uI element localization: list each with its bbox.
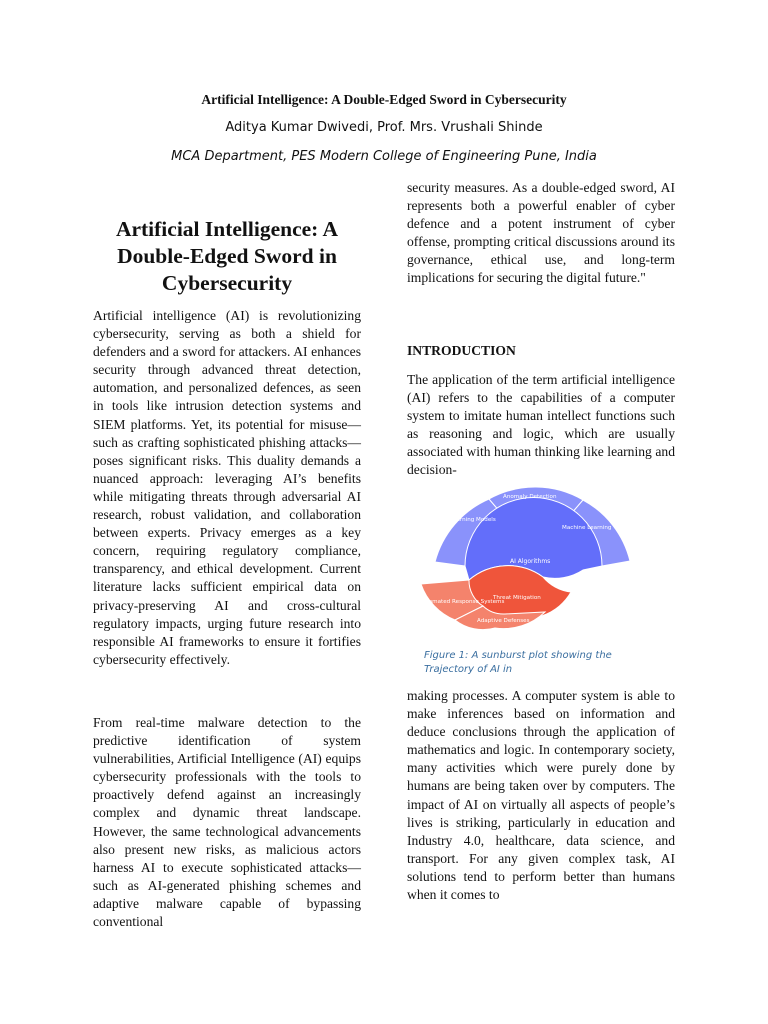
paper-title: Artificial Intelligence: A Double-Edged Sword in Cybersecurity <box>201 92 567 107</box>
label-automated-response: utomated Response Systems <box>423 599 505 605</box>
introduction-heading: INTRODUCTION <box>407 343 516 358</box>
label-ai-algorithms: AI Algorithms <box>510 558 551 565</box>
body-paragraph-2: From real-time malware detection to the predictive identification of system vulnerabilities, Artificial Intelligence (AI) equips cybersecurity professionals with the tools to proactively defend against an increasingly complex and dynamic threat landscape. However, the same technological advancements also present new risks, as malicious actors harness AI to execute sophisticated attacks—such as AI-generated phishing schemes and adaptive malware capable of bypassing conventional <box>93 715 361 930</box>
author-list: Aditya Kumar Dwivedi, Prof. Mrs. Vrushali Shinde <box>225 120 543 135</box>
label-machine-learning: Machine Learning <box>562 525 612 531</box>
label-anomaly-detection: Anomaly Detection <box>503 494 557 500</box>
intro-paragraph-2: making processes. A computer system is able to make inferences based on information and deduce conclusions through the application of mathematics and logic. In contemporary society, many activities which were purely done by humans are being taken over by computers. The impact of AI on virtually all aspects of people’s lives is striking, particularly in education and Industry 4.0, healthcare, data science, and transport. For any given complex task, AI solutions tend to perform better than humans when it comes to <box>407 688 675 903</box>
label-learning-models: Learning Models <box>450 517 496 523</box>
affiliation: MCA Department, PES Modern College of Engineering Pune, India <box>171 149 597 164</box>
continuation-paragraph: security measures. As a double-edged sword, AI represents both a powerful enabler of cyber defence and a potent instrument of cyber offense, prompting critical discussions around its governance, ethical use, and long-term implications for securing the digital future." <box>407 180 675 286</box>
label-threat-mitigation: Threat Mitigation <box>493 595 541 601</box>
label-adaptive-defenses: Adaptive Defenses <box>477 618 530 624</box>
abstract-paragraph: Artificial intelligence (AI) is revolutionizing cybersecurity, serving as both a shield for defenders and a sword for attackers. AI enhances security through advanced threat detection, automation, and personalized defences, as seen in tools like intrusion detection systems and SIEM platforms. Yet, its potential for misuse—such as crafting sophisticated phishing attacks—poses significant risks. This duality demands a nuanced approach: leveraging AI’s benefits while mitigating threats through adversarial AI research, robust validation, and collaboration between experts. Privacy emerges as a key concern, requiring regulatory compliance, transparency, and ethical development. Current literature lacks sufficient empirical data on privacy-preserving AI and cross-cultural regulatory impacts, urging future research into responsible AI frameworks to ensure it fortifies cybersecurity effectively. <box>93 308 361 667</box>
intro-paragraph-1: The application of the term artificial intelligence (AI) refers to the capabilities of a computer system to imitate human intellect functions such as reasoning and logic, which are usually associated with human thinking like learning and decision- <box>407 372 675 478</box>
section-title: Artificial Intelligence: A Double-Edged Sword in Cybersecurity <box>115 217 339 295</box>
figure-caption: Figure 1: A sunburst plot showing the Trajectory of AI in <box>424 650 612 675</box>
